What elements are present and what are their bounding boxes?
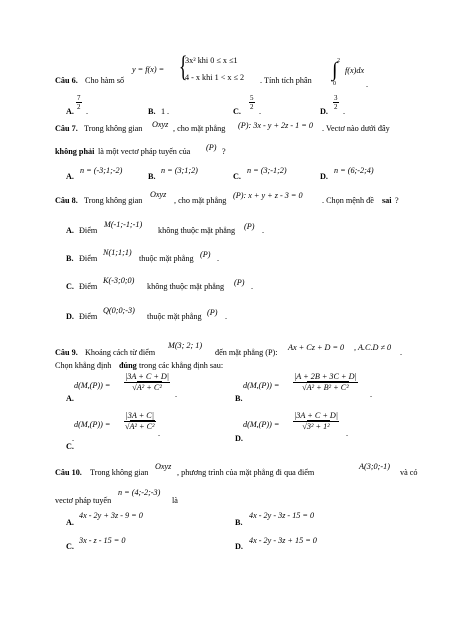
- q6-opt-c-letter: C.: [233, 107, 241, 116]
- q7-tail: . Vectơ nào dưới đây: [322, 124, 390, 133]
- q8-opt-a-end: .: [262, 226, 265, 235]
- q6-opt-a-frac: $\frac{7}{2}$: [77, 94, 81, 112]
- q8-opt-b-plane: (P): [200, 250, 211, 259]
- q6-opt-a-tail: .: [86, 107, 89, 116]
- q8-opt-a-point: M(-1;-1;-1): [104, 220, 143, 229]
- q9-opt-c-stray-dot: .: [72, 434, 75, 443]
- q8-opt-d-end: .: [225, 312, 228, 321]
- q7-opt-b-text: n = (3;1;2): [161, 166, 198, 175]
- q8-block: [0, 188, 450, 328]
- q8-opt-c-post: không thuộc mặt phẳng: [147, 282, 225, 291]
- q9-opt-b-letter: B.: [235, 394, 243, 403]
- q8-opt-b-point: N(1;1;1): [103, 248, 132, 257]
- q7-opt-a-text: n = (-3;1;-2): [80, 166, 123, 175]
- q8-opt-b-letter: B.: [66, 254, 74, 263]
- q6-after: . Tính tích phân: [260, 76, 312, 85]
- q6-block: [0, 0, 450, 116]
- q7-opt-c-letter: C.: [233, 172, 241, 181]
- q8-qmark: ?: [395, 196, 399, 205]
- q9-intro: Khoảng cách từ điểm: [85, 348, 156, 357]
- q8-space: Oxyz: [150, 190, 167, 199]
- q6-opt-b-tail: .: [167, 107, 170, 116]
- q8-opt-d-point: Q(0;0;-3): [103, 306, 135, 315]
- q6-dot: .: [366, 80, 369, 89]
- q10-opt-d-letter: D.: [235, 542, 243, 551]
- q10-label: Câu 10.: [55, 468, 82, 477]
- q8-opt-d-letter: D.: [66, 312, 74, 321]
- q8-opt-a-letter: A.: [66, 226, 74, 235]
- q6-label: Câu 6.: [55, 76, 78, 85]
- q10-opt-a-letter: A.: [66, 518, 74, 527]
- q6-int-upper: 2: [337, 58, 340, 64]
- q6-opt-c-frac: $\frac{5}{2}$: [250, 94, 254, 112]
- q7-opt-d-letter: D.: [320, 172, 328, 181]
- q9-opt-a-end: .: [175, 390, 178, 399]
- q8-opt-c-letter: C.: [66, 282, 74, 291]
- q6-opt-d-tail: .: [343, 107, 346, 116]
- q6-opt-d-frac: $\frac{3}{2}$: [334, 94, 338, 112]
- q9-opt-d-lhs: d(M,(P)) =: [243, 420, 280, 429]
- q9-dot: .: [400, 348, 403, 357]
- q7-emph: không phải: [55, 147, 95, 156]
- q8-label: Câu 8.: [55, 196, 78, 205]
- q9-opt-d-frac: $\frac{|3A + C + D|}{\text{√3² + 1²}}$: [294, 411, 339, 431]
- q9-opt-d-letter: D.: [235, 434, 243, 443]
- q7-opt-b-letter: B.: [148, 172, 156, 181]
- q9-opt-c-lhs: d(M,(P)) =: [74, 420, 111, 429]
- q9-label: Câu 9.: [55, 348, 78, 357]
- q8-opt-d-pre: Điểm: [79, 312, 98, 321]
- q10-opt-a-text: 4x - 2y + 3z - 9 = 0: [79, 511, 143, 520]
- q10-vec: n = (4;-2;-3): [118, 488, 161, 497]
- q8-opt-b-post: thuộc mặt phẳng: [139, 254, 194, 263]
- q8-tail: . Chọn mệnh đề: [322, 196, 374, 205]
- q6-brace: {: [178, 50, 188, 83]
- q9-opt-a-letter: A.: [66, 394, 74, 403]
- q8-opt-a-pre: Điểm: [79, 226, 98, 235]
- q8-opt-b-end: .: [217, 254, 220, 263]
- q8-intro: Trong không gian: [84, 196, 143, 205]
- q8-plane: (P): x + y + z - 3 = 0: [233, 191, 303, 200]
- q6-opt-d-letter: D.: [320, 107, 328, 116]
- q7-opt-a-letter: A.: [66, 172, 74, 181]
- q7-label: Câu 7.: [55, 124, 78, 133]
- q9-point: M(3; 2; 1): [168, 341, 203, 350]
- q9-opt-a-lhs: d(M,(P)) =: [74, 381, 111, 390]
- q7-line2: là một vectơ pháp tuyến của: [98, 147, 191, 156]
- q9-opt-b-end: .: [370, 390, 373, 399]
- q6-integrand: f(x)dx: [345, 66, 365, 75]
- q6-opt-b-text: 1: [161, 107, 166, 116]
- q10-tail: và có: [400, 468, 418, 477]
- q9-opt-a-frac: $\frac{|3A + C + D|}{\text{√A² + C²}}$: [125, 372, 170, 392]
- q9-mid: đến mặt phẳng (P):: [215, 348, 278, 357]
- q9-line2-pre: Chọn khẳng định: [55, 361, 112, 370]
- q7-plane: (P): 3x - y + 2z - 1 = 0: [238, 121, 313, 130]
- q6-int-lower: 0: [333, 81, 336, 87]
- q6-intro: Cho hàm số: [85, 76, 125, 85]
- q6-integral-sign: ∫: [332, 59, 338, 81]
- q10-opt-b-text: 4x - 2y - 3z - 15 = 0: [249, 511, 315, 520]
- q7-qmark: ?: [222, 147, 226, 156]
- q8-opt-c-pre: Điểm: [79, 282, 98, 291]
- q10-space: Oxyz: [155, 462, 172, 471]
- q6-func-lhs: y = f(x) =: [132, 65, 165, 74]
- q7-opt-c-text: n = (3;-1;2): [247, 166, 287, 175]
- q8-opt-c-end: .: [251, 282, 254, 291]
- q10-opt-d-text: 4x - 2y - 3z + 15 = 0: [249, 536, 317, 545]
- q7-mid: , cho mặt phẳng: [173, 124, 226, 133]
- q6-opt-a-letter: A.: [66, 107, 74, 116]
- q6-case2: 4 - x khi 1 < x ≤ 2: [185, 73, 245, 82]
- q10-mid: , phương trình của mặt phẳng đi qua điểm: [177, 468, 315, 477]
- q9-cond: , A.C.D ≠ 0: [354, 343, 392, 352]
- q8-bold-word: sai: [382, 196, 392, 205]
- q8-opt-d-plane: (P): [207, 308, 218, 317]
- q9-opt-d-end: .: [346, 429, 349, 438]
- q9-plane: Ax + Cz + D = 0: [288, 343, 345, 352]
- q6-opt-c-tail: .: [259, 107, 262, 116]
- q9-line2-post: trong các khẳng định sau:: [139, 361, 224, 370]
- q9-block: [0, 338, 450, 451]
- q8-opt-a-plane: (P): [244, 222, 255, 231]
- q9-opt-b-lhs: d(M,(P)) =: [243, 381, 280, 390]
- q9-line2-bold: đúng: [119, 361, 137, 370]
- q8-opt-d-post: thuộc mặt phẳng: [147, 312, 202, 321]
- q7-block: [0, 118, 450, 180]
- q7-opt-d-text: n = (6;-2;4): [334, 166, 374, 175]
- q9-opt-b-frac: $\frac{|A + 2B + 3C + D|}{\text{√A² + B² + C²}}$: [294, 372, 357, 392]
- q10-intro: Trong không gian: [90, 468, 149, 477]
- q7-plane-name: (P): [206, 143, 217, 152]
- q10-end: là: [172, 496, 178, 505]
- q10-opt-b-letter: B.: [235, 518, 243, 527]
- q8-opt-c-plane: (P): [234, 278, 245, 287]
- q8-opt-b-pre: Điểm: [79, 254, 98, 263]
- q10-opt-c-letter: C.: [66, 542, 74, 551]
- q10-point: A(3;0;-1): [359, 462, 390, 471]
- q6-opt-b-letter: B.: [148, 107, 156, 116]
- q9-opt-c-end: .: [158, 429, 161, 438]
- q6-case1: 3x² khi 0 ≤ x ≤1: [185, 56, 238, 65]
- q9-opt-c-frac: $\frac{|3A + C|}{\text{√A² + C²}}$: [125, 411, 155, 431]
- q10-block: [0, 458, 450, 558]
- q10-opt-c-text: 3x - z - 15 = 0: [79, 536, 126, 545]
- q9-opt-c-letter: C.: [66, 442, 74, 451]
- q7-intro: Trong không gian: [84, 124, 143, 133]
- q10-line2: vectơ pháp tuyến: [55, 496, 112, 505]
- q7-space: Oxyz: [152, 120, 169, 129]
- q8-opt-a-post: không thuộc mặt phẳng: [158, 226, 236, 235]
- q8-opt-c-point: K(-3;0;0): [103, 276, 135, 285]
- q8-mid: , cho mặt phẳng: [174, 196, 227, 205]
